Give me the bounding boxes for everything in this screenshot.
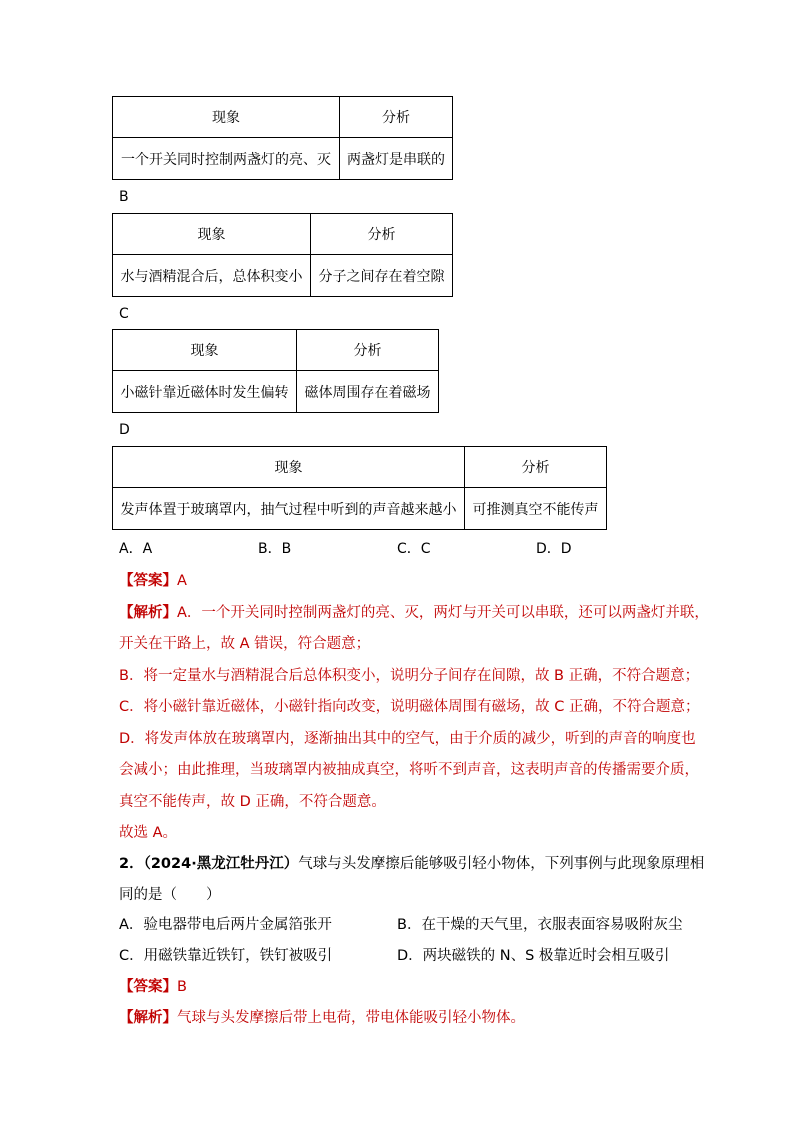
table-cell-analysis: 分子之间存在着空隙 <box>311 255 453 297</box>
option-a-table <box>112 96 453 180</box>
q1-analysis-line-5: D．将发声体放在玻璃罩内，逐渐抽出其中的空气，由于介质的减少，听到的声音的响度也 <box>119 731 696 747</box>
table-header-phenomenon: 现象 <box>113 214 311 255</box>
choice-d: D．D <box>536 541 572 557</box>
table-cell-analysis: 两盏灯是串联的 <box>340 138 453 180</box>
analysis-tag: 【解析】 <box>119 1010 177 1026</box>
q2-answer <box>119 975 187 996</box>
q1-answer <box>119 569 187 590</box>
analysis-text: 气球与头发摩擦后带上电荷，带电体能吸引轻小物体。 <box>177 1010 525 1026</box>
table-header-analysis: 分析 <box>465 447 607 488</box>
analysis-text: A．一个开关同时控制两盏灯的亮、灭，两灯与开关可以串联，还可以两盏灯并联， <box>177 605 709 621</box>
question-stem: 气球与头发摩擦后能够吸引轻小物体，下列事例与此现象原理相 <box>298 856 705 872</box>
answer-value: B <box>177 979 187 995</box>
answer-value: A <box>177 573 187 589</box>
q2-analysis <box>119 1006 525 1027</box>
choice-c: C．C <box>397 541 431 557</box>
option-b-table <box>112 213 453 297</box>
option-d-label: D <box>119 422 130 438</box>
q2-stem-line-2: 同的是（ ） <box>119 887 221 903</box>
option-c-label: C <box>119 306 129 322</box>
q1-analysis-line-4: C．将小磁针靠近磁体，小磁针指向改变，说明磁体周围有磁场，故 C 正确，不符合题意； <box>119 699 700 715</box>
table-cell-phenomenon: 小磁针靠近磁体时发生偏转 <box>113 371 297 413</box>
option-b-label: B <box>119 189 129 205</box>
table-header-phenomenon: 现象 <box>113 447 465 488</box>
q2-option-c: C．用磁铁靠近铁钉，铁钉被吸引 <box>119 948 333 964</box>
answer-tag: 【答案】 <box>119 979 177 995</box>
choice-b: B．B <box>258 541 292 557</box>
table-cell-phenomenon: 水与酒精混合后，总体积变小 <box>113 255 311 297</box>
question-number: 2． <box>119 856 144 872</box>
q1-analysis-line-2: 开关在干路上，故 A 错误，符合题意； <box>119 636 371 652</box>
table-header-phenomenon: 现象 <box>113 330 297 371</box>
question-source: （2024·黑龙江牡丹江） <box>143 856 299 872</box>
q2-option-b: B．在干燥的天气里，衣服表面容易吸附灰尘 <box>397 917 683 933</box>
analysis-tag: 【解析】 <box>119 605 177 621</box>
table-header-phenomenon: 现象 <box>113 97 340 138</box>
table-cell-analysis: 可推测真空不能传声 <box>465 488 607 530</box>
q1-analysis-line-1 <box>119 601 709 622</box>
choice-a: A．A <box>119 541 153 557</box>
table-cell-phenomenon: 一个开关同时控制两盏灯的亮、灭 <box>113 138 340 180</box>
q1-analysis-line-8: 故选 A。 <box>119 825 178 841</box>
table-header-analysis: 分析 <box>340 97 453 138</box>
answer-tag: 【答案】 <box>119 573 177 589</box>
q2-stem-line-1 <box>119 852 704 873</box>
q1-analysis-line-6: 会减小；由此推理，当玻璃罩内被抽成真空，将听不到声音，这表明声音的传播需要介质， <box>119 762 699 778</box>
q1-analysis-line-7: 真空不能传声，故 D 正确，不符合题意。 <box>119 794 386 810</box>
q1-analysis-line-3: B．将一定量水与酒精混合后总体积变小，说明分子间存在间隙，故 B 正确，不符合题意； <box>119 668 700 684</box>
option-d-table <box>112 446 607 530</box>
table-cell-phenomenon: 发声体置于玻璃罩内，抽气过程中听到的声音越来越小 <box>113 488 465 530</box>
q2-option-a: A．验电器带电后两片金属箔张开 <box>119 917 332 933</box>
option-c-table <box>112 329 439 413</box>
table-header-analysis: 分析 <box>297 330 439 371</box>
table-cell-analysis: 磁体周围存在着磁场 <box>297 371 439 413</box>
q2-option-d: D．两块磁铁的 N、S 极靠近时会相互吸引 <box>397 948 670 964</box>
table-header-analysis: 分析 <box>311 214 453 255</box>
